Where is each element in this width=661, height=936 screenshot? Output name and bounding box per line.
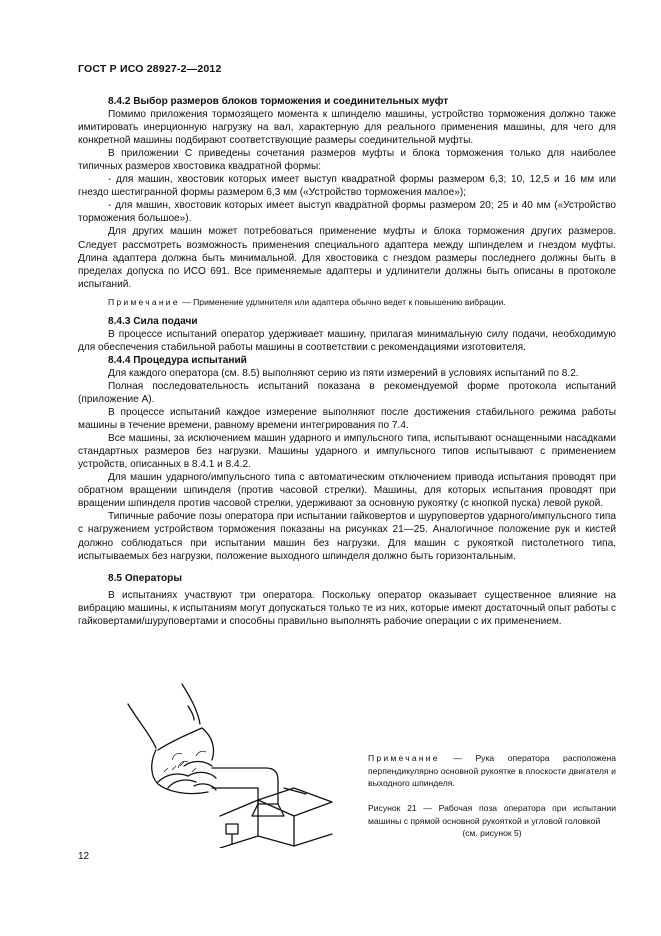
paragraph: Для каждого оператора (см. 8.5) выполняют серию из пяти измерений в условиях испытаний по 8.2. [108, 367, 579, 379]
tool-angle-head [258, 780, 278, 804]
figure-note-text: — Рука оператора расположена перпендикулярно основной рукоятке в плоскости двигателя и выходного шпинделя. [368, 753, 616, 788]
document-header: ГОСТ Р ИСО 28927-2—2012 [78, 63, 222, 75]
paragraph: - для машин, хвостовик которых имеет выступ квадратной формы размером 20; 25 и 40 мм («Устройство торможения большое»). [78, 200, 616, 225]
section-heading: 8.5 Операторы [108, 572, 182, 584]
paragraph: В приложении С приведены сочетания размеров муфты и блока торможения только для наиболее типичных размеров хвостовика квадратной формы: [78, 148, 616, 173]
paragraph: Для машин ударного/импульсного типа с автоматическим отключением привода испытания проводят при обратном вращении шпинделя (против часовой стрелки). Машины, для которых испытания проводят при вращении шпинделя против часовой стрелки, удерживают за основную рукоятку (с кнопкой пуска) левой рукой. [78, 472, 616, 510]
fingers [184, 762, 216, 791]
paragraph: Все машины, за исключением машин ударного и импульсного типа, испытывают оснащенными насадками стандартных размеров без нагрузки. Машины ударного и импульсного типов испытывают с применением устройств, описанных в 8.4.1 и 8.4.2. [78, 433, 616, 471]
bench-surface [258, 834, 332, 846]
body-text [78, 95, 616, 628]
note-text: — Применение удлинителя или адаптера обычно ведет к повышению вибрации. [179, 296, 506, 307]
figure-caption [368, 802, 616, 840]
tool-handle-top [212, 768, 278, 780]
section-heading: 8.4.4 Процедура испытаний [108, 354, 247, 366]
figure-note-label: Примечание [368, 753, 440, 763]
paragraph: Полная последовательность испытаний показана в рекомендуемой форме протокола испытаний (приложение А). [78, 380, 616, 405]
sleeve-fold [188, 706, 194, 720]
sleeve-outline-right [182, 684, 200, 724]
wrist-cuff [158, 728, 202, 750]
page-number: 12 [78, 851, 90, 862]
figure-note [368, 752, 616, 790]
figure-caption-text: Рисунок 21 — Рабочая поза оператора при испытании машины с прямой основной рукояткой и угловой головкой [368, 803, 616, 826]
paragraph: - для машин, хвостовик которых имеет выступ квадратной формы размером 6,3; 10, 12,5 и 16 мм или гнездо шестигранной формы размером 6,3 мм («Устройство торможения малое»); [78, 174, 616, 199]
knuckles [158, 774, 196, 788]
paragraph: Для других машин может потребоваться применение муфты и блока торможения других размеров. Следует рассмотреть возможность применения специального адаптера между шпинделем и гнездом муфты. Длина адаптера должна быть минимальной. Для хвостовика с гнездом размеры последнего должны быть в пределах допуска по ИСО 691. Все применяемые адаптеры и удлинители должны быть описаны в протоколе испытаний. [78, 226, 616, 290]
paragraph: В процессе испытаний оператор удерживает машину, прилагая минимальную силу подачи, необходимую для обеспечения стабильной работы машины в соответствии с рекомендациями изготовителя. [78, 328, 616, 353]
thumb [202, 728, 214, 760]
paragraph: В процессе испытаний каждое измерение выполняют после достижения стабильного режима работы машины в течение времени, равному времени интегрирования по 7.4. [78, 407, 616, 432]
bolt-head [226, 824, 238, 834]
note-label: Примечание [108, 296, 180, 307]
paragraph: В испытаниях участвуют три оператора. Поскольку оператор оказывает существенное влияние на вибрацию машины, к испытаниям могут допускаться только те из них, которые имеют достаточный опыт работы с гайковертами/шуруповертами и способны правильно выполнять рабочие операции с их применением. [78, 589, 616, 627]
figure-caption-ref: (см. рисунок 5) [462, 828, 522, 838]
paragraph: Типичные рабочие позы оператора при испытании гайковертов и шуруповертов ударного/импульсного типа с нагружением устройством торможения показаны на рисунках 21—25. Аналогичное положение рук и кистей должно соблюдаться при испытании машин без нагрузки. Для машин с рукояткой пистолетного типа, испытываемых без нагрузки, положение выходного шпинделя должно быть горизонтальным. [78, 511, 616, 562]
sleeve-outline-left [128, 704, 156, 748]
section-heading: 8.4.3 Сила подачи [108, 315, 198, 327]
paragraph: Помимо приложения тормозящего момента к шпинделю машины, устройство торможения должно также имитировать инерционную нагрузку на вал, характерную для реального применения машины, для чего для конкретной машины подбирают соответствующие размеры соединительной муфты. [78, 109, 616, 147]
brake-block-top [258, 788, 332, 816]
figure-21-operator-hand-illustration [108, 676, 358, 848]
section-heading: 8.4.2 Выбор размеров блоков торможения и соединительных муфт [108, 96, 449, 107]
note [78, 296, 616, 308]
